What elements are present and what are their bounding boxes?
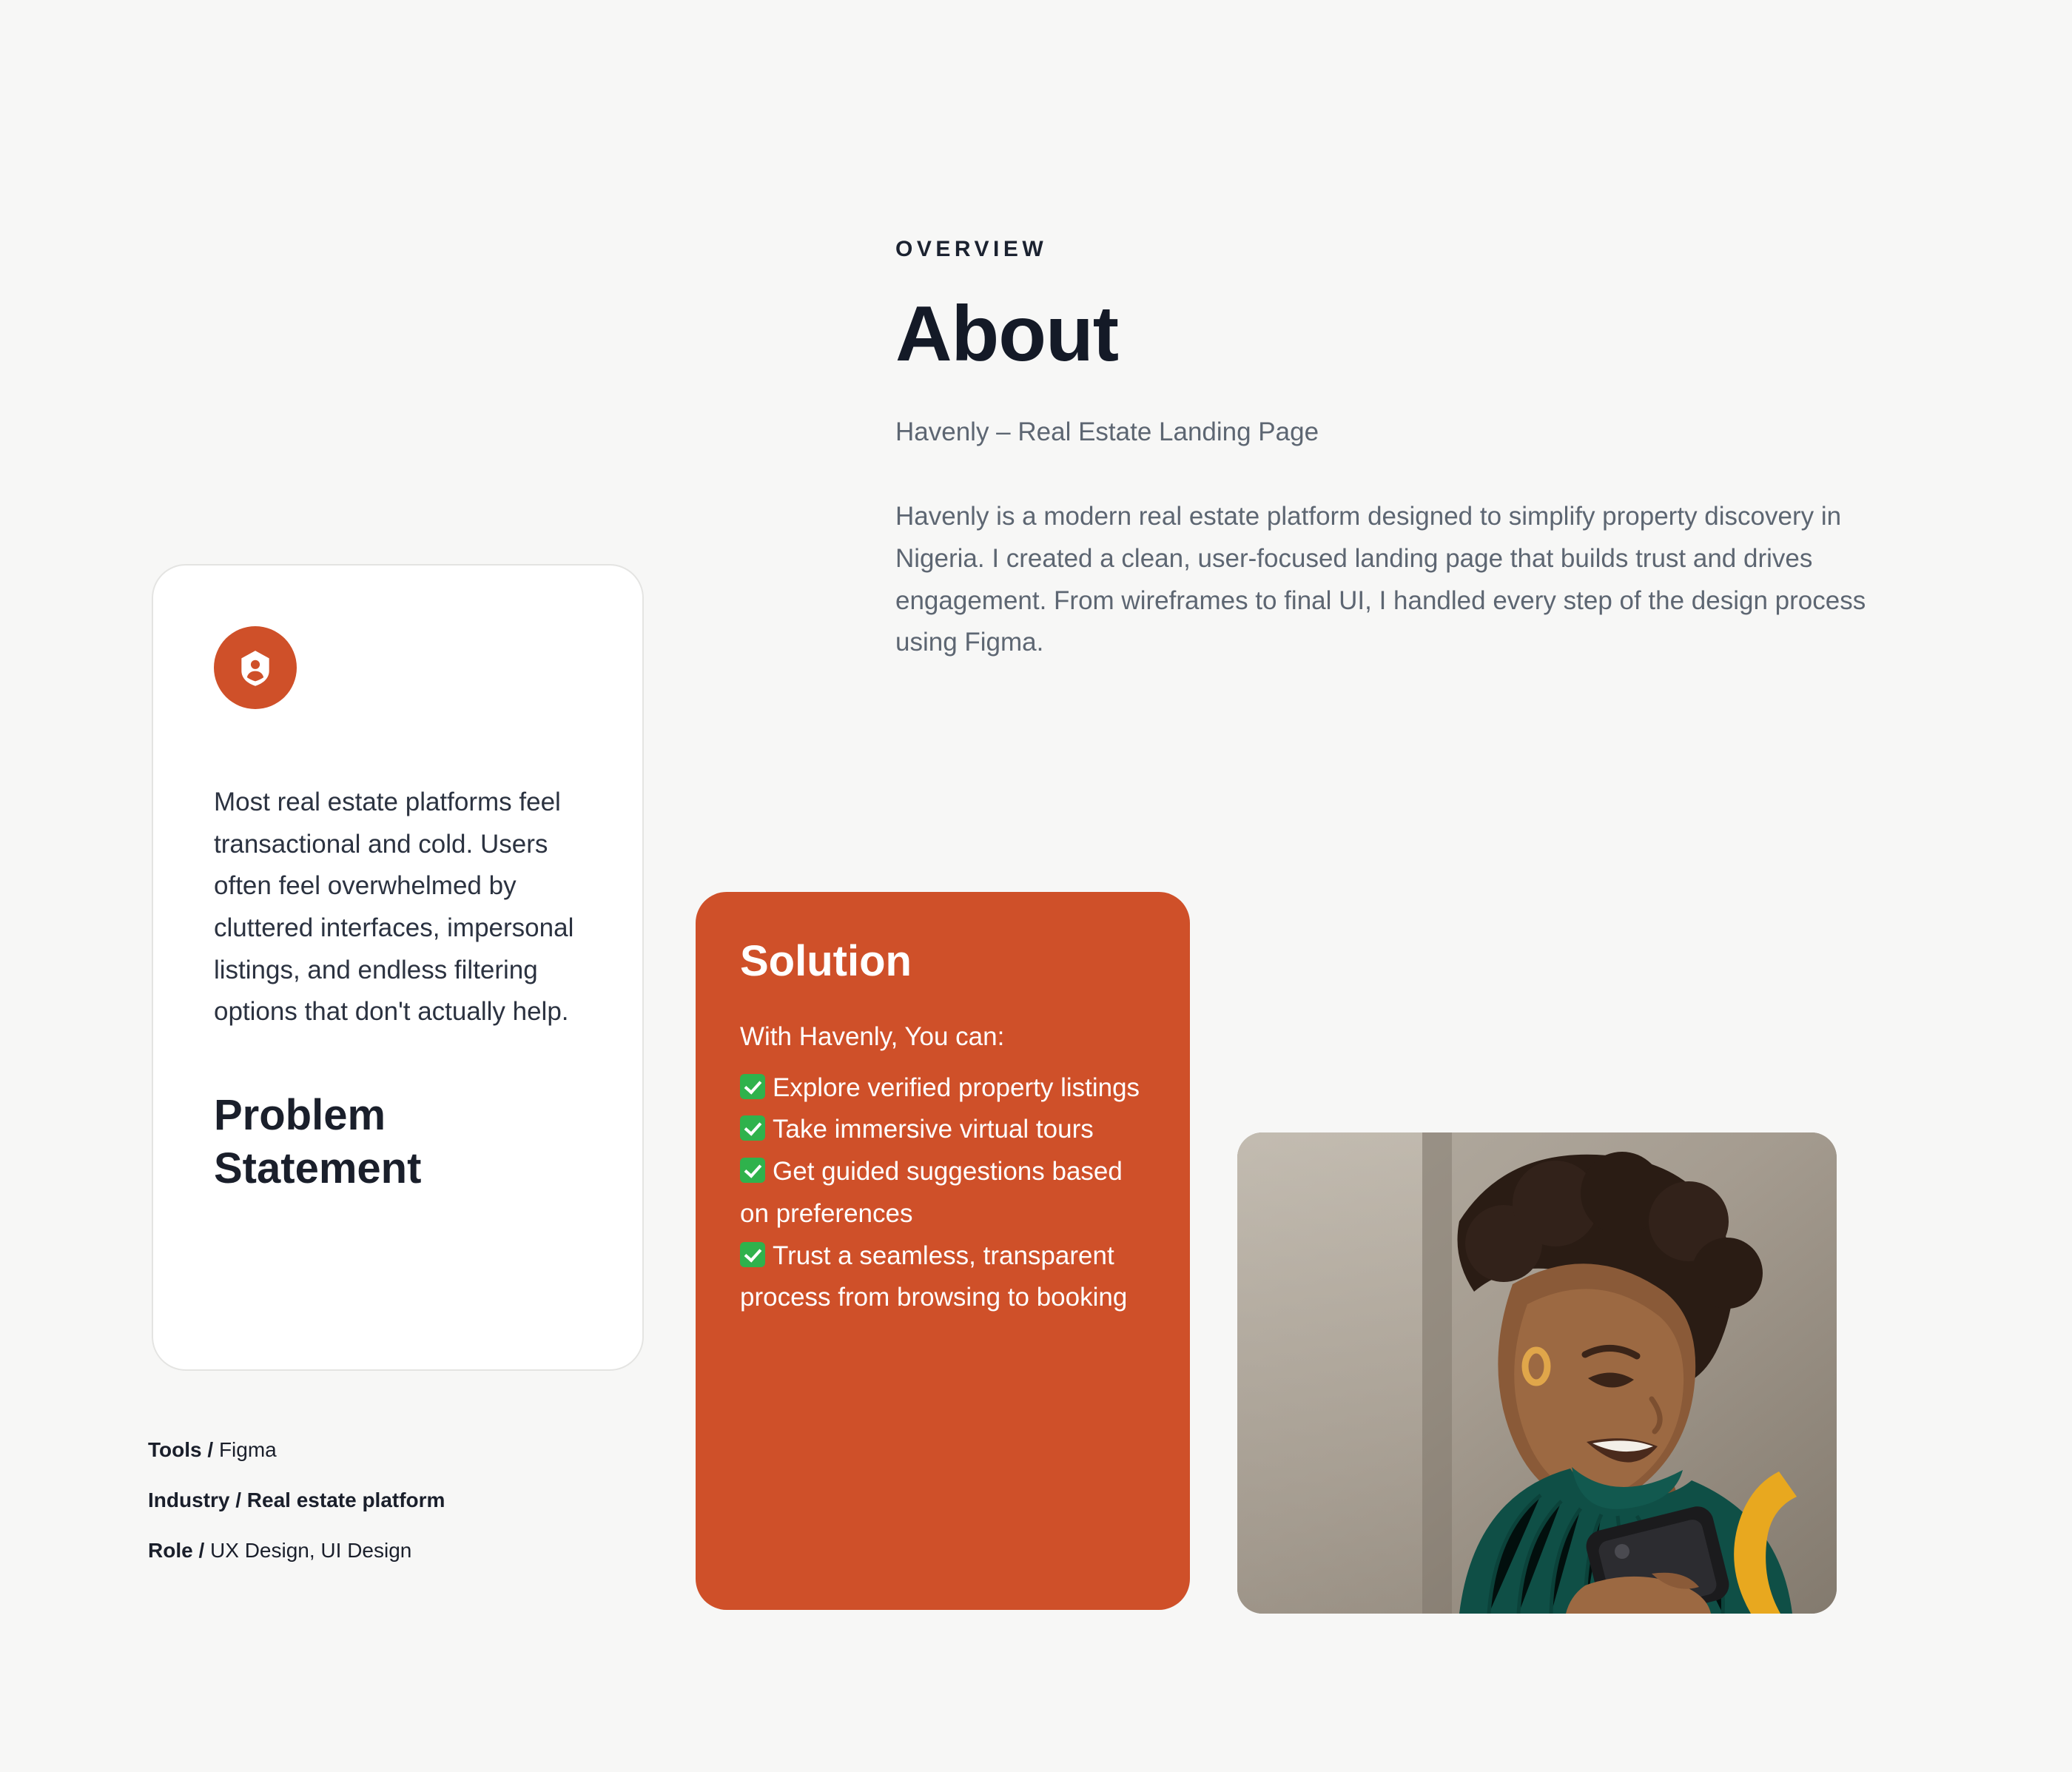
meta-row [148, 1540, 666, 1561]
list-item-label: Get guided suggestions based on preferences [740, 1157, 1123, 1228]
solution-card [696, 892, 1190, 1610]
check-icon [740, 1115, 765, 1141]
list-item [740, 1109, 1147, 1151]
meta-key: Tools / [148, 1438, 214, 1461]
meta-key: Role / [148, 1539, 205, 1562]
problem-card-text: Most real estate platforms feel transactional and cold. Users often feel overwhelmed by cluttered interfaces, impersonal listings, and endless filtering options that don't actually help. [214, 788, 574, 1027]
check-icon [740, 1074, 765, 1099]
meta-row [148, 1490, 666, 1511]
list-item-label: Explore verified property listings [773, 1073, 1140, 1102]
about-body-text: Havenly is a modern real estate platform designed to simplify property discovery in Nigeria. I created a clean, user-focused landing page that builds trust and drives engagement. From wireframes to final UI, I handled every step of the design process using Figma. [895, 502, 1866, 657]
meta-value: Real estate platform [246, 1489, 445, 1511]
section-eyebrow: OVERVIEW [895, 237, 1048, 261]
project-subtitle: Havenly – Real Estate Landing Page [895, 417, 1319, 447]
user-badge-icon [214, 626, 297, 709]
list-item [740, 1235, 1147, 1319]
page-title: About [895, 290, 1119, 377]
list-item [740, 1067, 1147, 1110]
list-item-label: Take immersive virtual tours [773, 1115, 1094, 1144]
solution-card-title: Solution [740, 937, 912, 985]
check-icon [740, 1158, 765, 1183]
smiling-woman-using-phone-photo [1237, 1132, 1837, 1614]
overview-block [895, 237, 1917, 664]
meta-value: Figma [218, 1438, 277, 1461]
list-item-label: Trust a seamless, transparent process from browsing to booking [740, 1241, 1128, 1312]
problem-statement-card [152, 564, 644, 1371]
check-icon [740, 1242, 765, 1267]
project-meta-list [148, 1440, 666, 1591]
meta-value: UX Design, UI Design [210, 1539, 412, 1562]
meta-key: Industry / [148, 1489, 242, 1511]
solution-benefit-list [740, 1067, 1147, 1319]
solution-intro-text: With Havenly, You can: [740, 1021, 1005, 1051]
problem-card-title: Problem Statement [214, 1091, 422, 1192]
meta-row [148, 1440, 666, 1460]
list-item [740, 1151, 1147, 1235]
